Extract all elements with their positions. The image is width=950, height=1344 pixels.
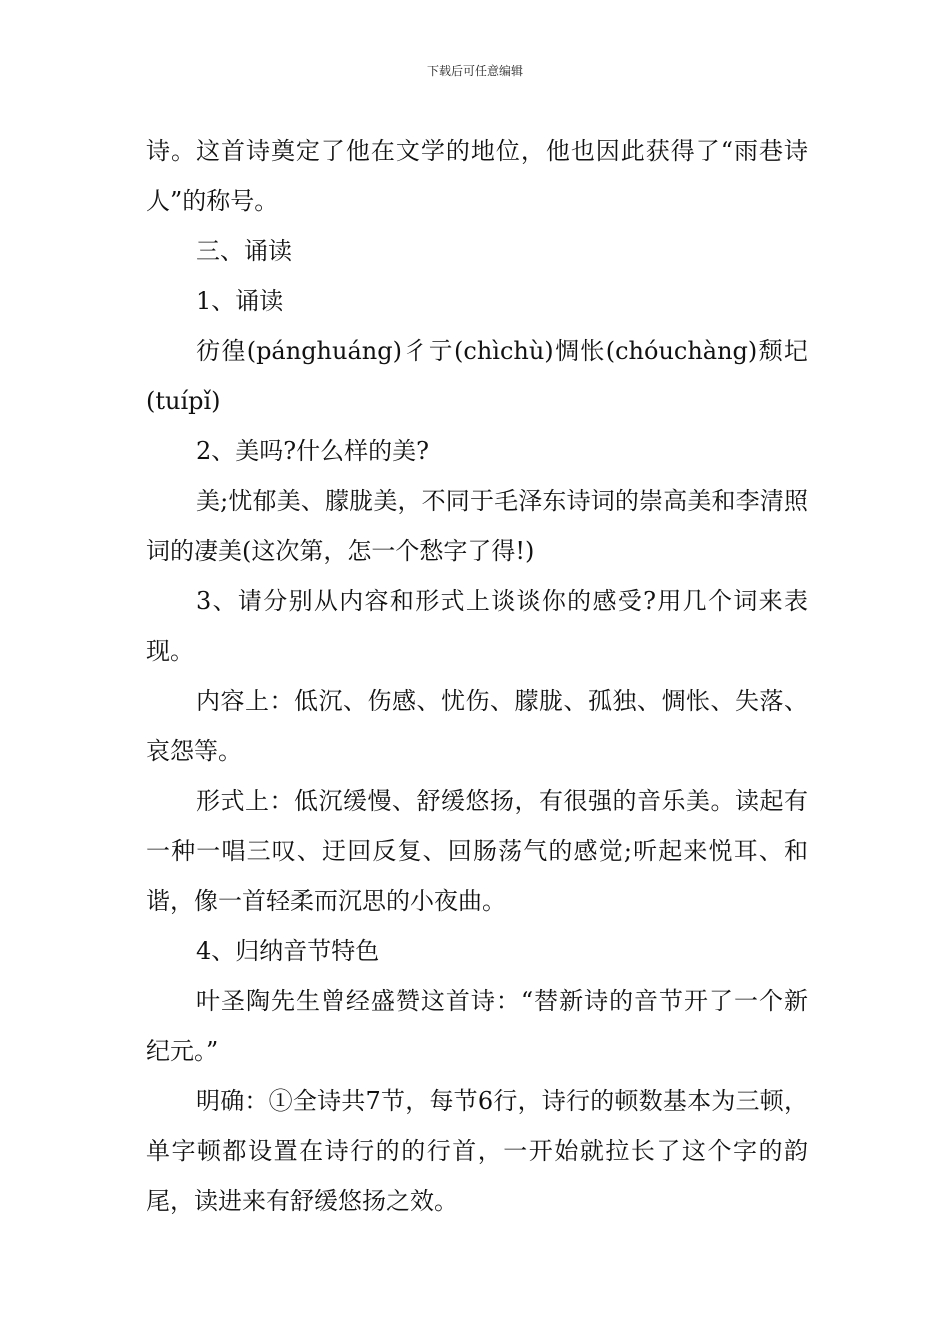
paragraph-clarify: 明确：①全诗共7节，每节6行，诗行的顿数基本为三顿，单字顿都设置在诗行的的行首，一开始就拉长了这个字的韵尾，读进来有舒缓悠扬之效。	[146, 1087, 808, 1215]
paragraph-content: 内容上：低沉、伤感、忧伤、朦胧、孤独、惆怅、失落、哀怨等。	[146, 687, 808, 765]
subheading-feelings: 3、请分别从内容和形式上谈谈你的感受?用几个词来表现。	[146, 587, 808, 665]
paragraph-pinyin: 彷徨(pánghuáng)彳亍(chìchù)惆怅(chóuchàng)颓圮(tuípǐ)	[146, 337, 808, 415]
document-body	[146, 126, 808, 1226]
paragraph-form: 形式上：低沉缓慢、舒缓悠扬，有很强的音乐美。读起有一种一唱三叹、迂回反复、回肠荡气的感觉;听起来悦耳、和谐，像一首轻柔而沉思的小夜曲。	[146, 787, 808, 915]
paragraph-beauty: 美;忧郁美、朦胧美，不同于毛泽东诗词的崇高美和李清照词的凄美(这次第，怎一个愁字了得!)	[146, 487, 808, 565]
page-header-note: 下载后可任意编辑	[426, 64, 523, 78]
paragraph-quote: 叶圣陶先生曾经盛赞这首诗：“替新诗的音节开了一个新纪元。”	[146, 987, 808, 1065]
section-heading-recitation: 三、诵读	[196, 237, 292, 265]
subheading-rhythm: 4、归纳音节特色	[196, 937, 380, 965]
subheading-recitation: 1、诵读	[196, 287, 284, 315]
subheading-beauty: 2、美吗?什么样的美?	[196, 437, 430, 465]
paragraph-1: 诗。这首诗奠定了他在文学的地位，他也因此获得了“雨巷诗人”的称号。	[146, 137, 808, 215]
